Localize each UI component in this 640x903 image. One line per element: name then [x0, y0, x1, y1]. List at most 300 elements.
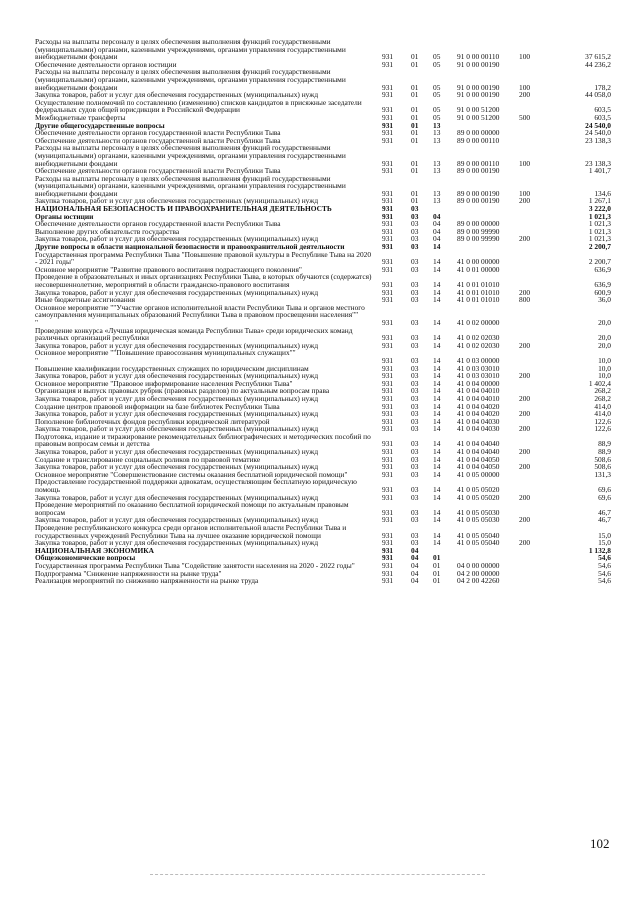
cell-sum: 414,0	[594, 409, 611, 419]
cell-cs: 04 2 00 42260	[457, 576, 500, 586]
cell-cs: 41 0 01 01010	[457, 287, 500, 297]
row-name: Подпрограмма "Снижение напряженности на рынке труда"	[35, 568, 222, 578]
row-name: Расходы на выплаты персоналу в целях обеспечения выполнения функций государственными (муниципальными) органами, казенными учреждениями, органами управления государственными внебюджетными фондами	[35, 67, 346, 92]
cell-rz: 03	[411, 454, 419, 464]
cell-sum: 268,2	[594, 393, 611, 403]
cell-rz: 04	[411, 560, 419, 570]
cell-ved: 931	[382, 196, 394, 206]
table-row	[35, 175, 615, 198]
row-name: Закупка товаров, работ и услуг для обеспечения государственных (муниципальных) нужд	[35, 462, 319, 472]
cell-vr: 100	[519, 82, 531, 92]
table-row	[35, 205, 615, 213]
cell-rz: 03	[411, 280, 419, 289]
cell-pr: 14	[433, 378, 441, 388]
cell-cs: 91 0 00 00190	[457, 59, 500, 69]
cell-sum: 2 200,7	[588, 257, 611, 267]
table-row	[35, 273, 615, 288]
cell-cs: 41 0 04 04020	[457, 409, 500, 419]
cell-sum: 88,9	[598, 439, 611, 449]
row-name: Обеспечение деятельности органов государственной власти Республики Тыва	[35, 128, 281, 138]
cell-pr: 13	[433, 128, 441, 138]
cell-ved: 931	[382, 355, 394, 365]
cell-cs: 41 0 04 04030	[457, 424, 500, 434]
cell-cs: 41 0 04 04050	[457, 454, 500, 464]
cell-ved: 931	[382, 371, 394, 381]
cell-ved: 931	[382, 135, 394, 145]
cell-ved: 931	[382, 295, 394, 305]
cell-ved: 931	[382, 264, 394, 274]
cell-rz: 01	[411, 59, 419, 69]
cell-rz: 01	[411, 158, 419, 168]
cell-rz: 03	[411, 515, 419, 525]
cell-cs: 41 0 01 00000	[457, 264, 500, 274]
table-row	[35, 433, 615, 448]
row-name: Закупка товаров, работ и услуг для обеспечения государственных (муниципальных) нужд	[35, 90, 319, 100]
cell-sum: 88,9	[598, 447, 611, 457]
cell-vr: 200	[519, 409, 531, 419]
cell-sum: 508,6	[594, 454, 611, 464]
cell-sum: 1 021,3	[588, 226, 611, 236]
cell-rz: 03	[411, 340, 419, 350]
cell-pr: 14	[433, 439, 441, 449]
cell-rz: 03	[411, 530, 419, 540]
cell-ved: 931	[382, 492, 394, 502]
cell-pr: 14	[433, 363, 441, 373]
cell-ved: 931	[382, 454, 394, 464]
cell-rz: 03	[411, 234, 419, 244]
cell-rz: 03	[411, 416, 419, 426]
cell-pr: 14	[433, 386, 441, 396]
cell-rz: 03	[411, 492, 419, 502]
row-name: Реализация мероприятий по снижению напряженности на рынке труда	[35, 576, 259, 586]
row-name: Общеэкономические вопросы	[35, 553, 136, 563]
cell-ved: 931	[382, 82, 394, 92]
table-row	[35, 68, 615, 91]
cell-sum: 69,6	[598, 492, 611, 502]
cell-sum: 23 138,3	[585, 158, 611, 168]
cell-vr: 200	[519, 538, 531, 548]
cell-ved: 931	[382, 120, 394, 130]
cell-cs: 89 0 00 00190	[457, 196, 500, 206]
cell-sum: 10,0	[598, 363, 611, 373]
cell-rz: 03	[411, 317, 419, 327]
row-name: Другие общегосударственные вопросы	[35, 120, 165, 130]
cell-cs: 41 0 05 05030	[457, 507, 500, 517]
cell-sum: 268,2	[594, 386, 611, 396]
table-row	[35, 144, 615, 167]
cell-cs: 41 0 02 02030	[457, 340, 500, 350]
cell-ved: 931	[382, 416, 394, 426]
cell-sum: 1 401,7	[588, 166, 611, 176]
cell-pr: 14	[433, 507, 441, 517]
cell-cs: 41 0 05 05020	[457, 485, 500, 495]
row-name: Подготовка, издание и тиражирование рекомендательных библиографических и методических пособий по правовым вопросам семьи и детства	[35, 431, 371, 449]
cell-rz: 01	[411, 52, 419, 62]
cell-ved: 931	[382, 105, 394, 115]
row-name: Основное мероприятие ""Повышение правосознания муниципальных служащих"" "	[35, 348, 296, 365]
cell-vr: 200	[519, 234, 531, 244]
cell-ved: 931	[382, 128, 394, 138]
row-name: Закупка товаров, работ и услуг для обеспечения государственных (муниципальных) нужд	[35, 515, 319, 525]
cell-sum: 20,0	[598, 333, 611, 343]
table-row	[35, 349, 615, 364]
cell-pr: 14	[433, 333, 441, 343]
row-name: Закупка товаров, работ и услуг для обеспечения государственных (муниципальных) нужд	[35, 538, 319, 548]
cell-pr: 14	[433, 485, 441, 495]
cell-rz: 03	[411, 257, 419, 267]
cell-sum: 20,0	[598, 340, 611, 350]
cell-cs: 89 0 00 00190	[457, 188, 500, 198]
cell-vr: 200	[519, 90, 531, 100]
cell-ved: 931	[382, 386, 394, 396]
cell-rz: 03	[411, 409, 419, 419]
cell-rz: 01	[411, 166, 419, 176]
cell-vr: 800	[519, 295, 531, 305]
cell-sum: 54,6	[598, 576, 611, 586]
cell-rz: 03	[411, 242, 419, 252]
cell-cs: 04 2 00 00000	[457, 568, 500, 578]
cell-sum: 414,0	[594, 401, 611, 411]
cell-ved: 931	[382, 219, 394, 229]
cell-ved: 931	[382, 52, 394, 62]
row-name: Проведение конкурса «Лучшая юридическая команда Республики Тыва» среди юридических команд различных организаций республики	[35, 325, 353, 343]
cell-sum: 69,6	[598, 485, 611, 495]
cell-rz: 01	[411, 128, 419, 138]
cell-sum: 54,6	[598, 560, 611, 570]
cell-pr: 04	[433, 234, 441, 244]
cell-pr: 14	[433, 454, 441, 464]
cell-sum: 15,0	[598, 530, 611, 540]
cell-rz: 04	[411, 568, 419, 578]
cell-rz: 03	[411, 462, 419, 472]
row-name: Органы юстиции	[35, 211, 94, 221]
cell-rz: 03	[411, 538, 419, 548]
row-name: Основное мероприятие "Развитие правового воспитания подрастающего поколения"	[35, 264, 302, 274]
cell-rz: 03	[411, 378, 419, 388]
cell-pr: 04	[433, 219, 441, 229]
cell-pr: 14	[433, 492, 441, 502]
row-name: Закупка товаров, работ и услуг для обеспечения государственных (муниципальных) нужд	[35, 234, 319, 244]
cell-pr: 13	[433, 158, 441, 168]
cell-ved: 931	[382, 560, 394, 570]
cell-ved: 931	[382, 242, 394, 252]
row-name: Проведение в образовательных и иных организациях Республики Тыва, в которых обучаются (содержатся) несовершеннолетние, мероприятий в области гражданско-правового воспитания	[35, 272, 372, 289]
cell-sum: 1 021,3	[588, 211, 611, 221]
row-name: Осуществление полномочий по составлению (изменению) списков кандидатов в присяжные заседатели федеральных судов общей юрисдикции в Российской Федерации	[35, 97, 362, 115]
cell-cs: 41 0 03 03010	[457, 371, 500, 381]
cell-cs: 89 0 00 00110	[457, 158, 500, 168]
cell-rz: 01	[411, 90, 419, 100]
cell-sum: 3 222,0	[588, 204, 611, 214]
cell-vr: 100	[519, 188, 531, 198]
cell-rz: 03	[411, 485, 419, 495]
cell-sum: 36,0	[598, 295, 611, 305]
cell-sum: 24 540,0	[585, 120, 611, 130]
cell-sum: 46,7	[598, 515, 611, 525]
cell-ved: 931	[382, 340, 394, 350]
row-name: НАЦИОНАЛЬНАЯ ЭКОНОМИКА	[35, 545, 154, 555]
cell-sum: 10,0	[598, 355, 611, 365]
cell-cs: 91 0 00 00190	[457, 90, 500, 100]
cell-ved: 931	[382, 469, 394, 479]
cell-pr: 14	[433, 264, 441, 274]
cell-rz: 01	[411, 112, 419, 122]
cell-sum: 46,7	[598, 507, 611, 517]
cell-pr: 13	[433, 188, 441, 198]
cell-cs: 91 0 00 51200	[457, 112, 500, 122]
cell-cs: 41 0 00 00000	[457, 257, 500, 267]
row-name: Основное мероприятие ""Участие органов исполнительной власти Республики Тыва и органов местного самоуправления муниципальных образований Республики Тыва в правовом просвещении населения"" "	[35, 302, 365, 327]
cell-pr: 13	[433, 120, 441, 130]
cell-pr: 14	[433, 447, 441, 457]
row-name: Создание и транслирование социальных роликов по правовой тематике	[35, 454, 261, 464]
cell-pr: 14	[433, 355, 441, 365]
cell-cs: 41 0 05 05030	[457, 515, 500, 525]
cell-sum: 1 021,3	[588, 234, 611, 244]
cell-rz: 03	[411, 355, 419, 365]
cell-ved: 931	[382, 333, 394, 343]
table-row	[35, 304, 615, 327]
row-name: Закупка товаров, работ и услуг для обеспечения государственных (муниципальных) нужд	[35, 196, 319, 206]
cell-ved: 931	[382, 401, 394, 411]
cell-sum: 37 615,2	[585, 52, 611, 62]
cell-rz: 01	[411, 82, 419, 92]
cell-ved: 931	[382, 257, 394, 267]
cell-vr: 200	[519, 515, 531, 525]
cell-pr: 14	[433, 295, 441, 305]
cell-sum: 24 540,0	[585, 128, 611, 138]
cell-cs: 41 0 04 04040	[457, 447, 500, 457]
cell-vr: 200	[519, 196, 531, 206]
row-name: Другие вопросы в области национальной безопасности и правоохранительной деятельности	[35, 242, 345, 252]
cell-cs: 91 0 00 00110	[457, 52, 500, 62]
cell-cs: 89 0 00 00110	[457, 135, 500, 145]
cell-pr: 14	[433, 340, 441, 350]
cell-rz: 03	[411, 226, 419, 236]
cell-ved: 931	[382, 393, 394, 403]
cell-pr: 01	[433, 553, 441, 563]
cell-sum: 178,2	[594, 82, 611, 92]
cell-sum: 508,6	[594, 462, 611, 472]
row-name: Проведение мероприятий по оказанию бесплатной юридической помощи по актуальным правовым вопросам	[35, 500, 349, 517]
cell-rz: 03	[411, 393, 419, 403]
row-name: Повышение квалификации государственных служащих по юридическим дисциплинам	[35, 363, 309, 373]
cell-pr: 14	[433, 416, 441, 426]
cell-sum: 54,6	[598, 568, 611, 578]
cell-cs: 41 0 02 00000	[457, 317, 500, 327]
cell-ved: 931	[382, 211, 394, 221]
cell-pr: 01	[433, 576, 441, 586]
cell-pr: 05	[433, 59, 441, 69]
cell-rz: 03	[411, 287, 419, 297]
row-name: Закупка товаров, работ и услуг для обеспечения государственных (муниципальных) нужд	[35, 393, 319, 403]
cell-pr: 01	[433, 560, 441, 570]
cell-rz: 03	[411, 295, 419, 305]
cell-rz: 03	[411, 447, 419, 457]
cell-pr: 04	[433, 211, 441, 221]
page-number: 102	[590, 836, 610, 851]
cell-cs: 41 0 04 04050	[457, 462, 500, 472]
cell-ved: 931	[382, 280, 394, 289]
cell-pr: 14	[433, 515, 441, 525]
cell-ved: 931	[382, 462, 394, 472]
cell-cs: 91 0 00 51200	[457, 105, 500, 115]
cell-cs: 89 0 00 00000	[457, 219, 500, 229]
row-name: Предоставление государственной поддержки адвокатам, осуществляющим бесплатную юридическую помощь	[35, 477, 357, 495]
cell-pr: 14	[433, 287, 441, 297]
cell-sum: 1 132,8	[588, 545, 611, 555]
row-name: Иные бюджетные ассигнования	[35, 295, 136, 305]
cell-ved: 931	[382, 158, 394, 168]
cell-pr: 14	[433, 530, 441, 540]
cell-pr: 05	[433, 105, 441, 115]
cell-cs: 41 0 04 04020	[457, 401, 500, 411]
row-name: Проведение республиканского конкурса среди органов исполнительной власти Республики Тыва и государственных учреждений Республики Тыва на лучшее оказание юридической помощи	[35, 523, 347, 540]
row-name: Закупка товаров, работ и услуг для обеспечения государственных (муниципальных) нужд	[35, 287, 319, 297]
cell-pr: 14	[433, 242, 441, 252]
row-name: Закупка товаров, работ и услуг для обеспечения государственных (муниципальных) нужд	[35, 409, 319, 419]
footer-rule	[150, 874, 485, 875]
cell-rz: 04	[411, 576, 419, 586]
cell-ved: 931	[382, 424, 394, 434]
cell-rz: 01	[411, 135, 419, 145]
cell-ved: 931	[382, 530, 394, 540]
cell-rz: 03	[411, 371, 419, 381]
cell-vr: 200	[519, 424, 531, 434]
cell-rz: 03	[411, 401, 419, 411]
cell-ved: 931	[382, 576, 394, 586]
cell-ved: 931	[382, 568, 394, 578]
cell-ved: 931	[382, 234, 394, 244]
cell-pr: 14	[433, 538, 441, 548]
cell-cs: 41 0 04 00000	[457, 378, 500, 388]
table-row	[35, 327, 615, 342]
row-name: Государственная программа Республики Тыва "Содействие занятости населения на 2020 - 2022 годы"	[35, 560, 355, 570]
cell-sum: 54,6	[598, 553, 611, 563]
cell-cs: 41 0 03 03010	[457, 363, 500, 373]
cell-rz: 03	[411, 204, 419, 214]
cell-sum: 134,6	[594, 188, 611, 198]
row-name: Пополнение библиотечных фондов республики юридической литературой	[35, 416, 270, 426]
table-row	[35, 251, 615, 266]
cell-rz: 03	[411, 507, 419, 517]
cell-cs: 41 0 01 01010	[457, 295, 500, 305]
cell-vr: 200	[519, 393, 531, 403]
cell-vr: 100	[519, 52, 531, 62]
cell-ved: 931	[382, 538, 394, 548]
cell-vr: 100	[519, 158, 531, 168]
row-name: Обеспечение деятельности органов государственной власти Республики Тыва	[35, 135, 281, 145]
row-name: Расходы на выплаты персоналу в целях обеспечения выполнения функций государственными (муниципальными) органами, казенными учреждениями, органами управления государственными внебюджетными фондами	[35, 143, 346, 168]
cell-ved: 931	[382, 112, 394, 122]
cell-pr: 05	[433, 112, 441, 122]
cell-sum: 1 402,4	[588, 378, 611, 388]
cell-pr: 14	[433, 409, 441, 419]
table-row	[35, 524, 615, 539]
cell-rz: 03	[411, 469, 419, 479]
cell-ved: 931	[382, 515, 394, 525]
cell-rz: 01	[411, 120, 419, 130]
cell-pr: 14	[433, 401, 441, 411]
row-name: Обеспечение деятельности органов государственной власти Республики Тыва	[35, 166, 281, 176]
cell-rz: 03	[411, 333, 419, 343]
table-row	[35, 577, 615, 585]
row-name: Расходы на выплаты персоналу в целях обеспечения выполнения функций государственными (муниципальными) органами, казенными учреждениями, органами управления государственными внебюджетными фондами	[35, 173, 346, 198]
cell-ved: 931	[382, 507, 394, 517]
row-name: Закупка товаров, работ и услуг для обеспечения государственных (муниципальных) нужд	[35, 340, 319, 350]
cell-cs: 41 0 05 05040	[457, 538, 500, 548]
cell-sum: 15,0	[598, 538, 611, 548]
cell-cs: 89 0 00 99990	[457, 226, 500, 236]
cell-pr: 14	[433, 462, 441, 472]
cell-pr: 05	[433, 82, 441, 92]
cell-cs: 91 0 00 00190	[457, 82, 500, 92]
cell-vr: 200	[519, 462, 531, 472]
cell-ved: 931	[382, 553, 394, 563]
cell-sum: 636,9	[594, 264, 611, 274]
cell-cs: 41 0 03 00000	[457, 355, 500, 365]
cell-sum: 131,3	[594, 469, 611, 479]
cell-ved: 931	[382, 317, 394, 327]
cell-sum: 44 058,0	[585, 90, 611, 100]
cell-cs: 41 0 05 05040	[457, 530, 500, 540]
cell-vr: 200	[519, 447, 531, 457]
cell-rz: 04	[411, 553, 419, 563]
cell-rz: 03	[411, 264, 419, 274]
row-name: Выполнение других обязательств государства	[35, 226, 180, 236]
cell-pr: 14	[433, 393, 441, 403]
cell-rz: 01	[411, 196, 419, 206]
row-name: Закупка товаров, работ и услуг для обеспечения государственных (муниципальных) нужд	[35, 492, 319, 502]
cell-ved: 931	[382, 409, 394, 419]
row-name: Государственная программа Республики Тыва "Повышение правовой культуры в Республике Тыва на 2020 - 2021 годы"	[35, 249, 372, 267]
table-row	[35, 478, 615, 493]
cell-sum: 122,6	[594, 424, 611, 434]
row-name: Расходы на выплаты персоналу в целях обеспечения выполнения функций государственными (муниципальными) органами, казенными учреждениями, органами управления государственными внебюджетными фондами	[35, 37, 346, 62]
row-name: Обеспечение деятельности органов юстиции	[35, 59, 177, 69]
cell-cs: 41 0 05 00000	[457, 469, 500, 479]
cell-rz: 03	[411, 424, 419, 434]
row-name: Обеспечение деятельности органов государственной власти Республики Тыва	[35, 219, 281, 229]
cell-sum: 1 021,3	[588, 219, 611, 229]
cell-cs: 89 0 00 99990	[457, 234, 500, 244]
cell-cs: 89 0 00 00000	[457, 128, 500, 138]
table-row	[35, 38, 615, 61]
cell-vr: 200	[519, 492, 531, 502]
row-name: Закупка товаров, работ и услуг для обеспечения государственных (муниципальных) нужд	[35, 424, 319, 434]
cell-pr: 14	[433, 317, 441, 327]
cell-pr: 05	[433, 90, 441, 100]
cell-ved: 931	[382, 59, 394, 69]
cell-cs: 41 0 04 04040	[457, 439, 500, 449]
cell-pr: 05	[433, 52, 441, 62]
cell-sum: 122,6	[594, 416, 611, 426]
cell-cs: 04 0 00 00000	[457, 560, 500, 570]
cell-cs: 41 0 02 02030	[457, 333, 500, 343]
cell-sum: 636,9	[594, 280, 611, 289]
cell-ved: 931	[382, 287, 394, 297]
cell-cs: 41 0 01 01010	[457, 280, 500, 289]
table-row	[35, 501, 615, 516]
cell-vr: 200	[519, 371, 531, 381]
cell-vr: 200	[519, 287, 531, 297]
row-name: Основное мероприятие "Правовое информирование населения Республики Тыва"	[35, 378, 293, 388]
cell-rz: 03	[411, 363, 419, 373]
cell-rz: 03	[411, 386, 419, 396]
cell-sum: 20,0	[598, 317, 611, 327]
cell-ved: 931	[382, 447, 394, 457]
cell-ved: 931	[382, 188, 394, 198]
